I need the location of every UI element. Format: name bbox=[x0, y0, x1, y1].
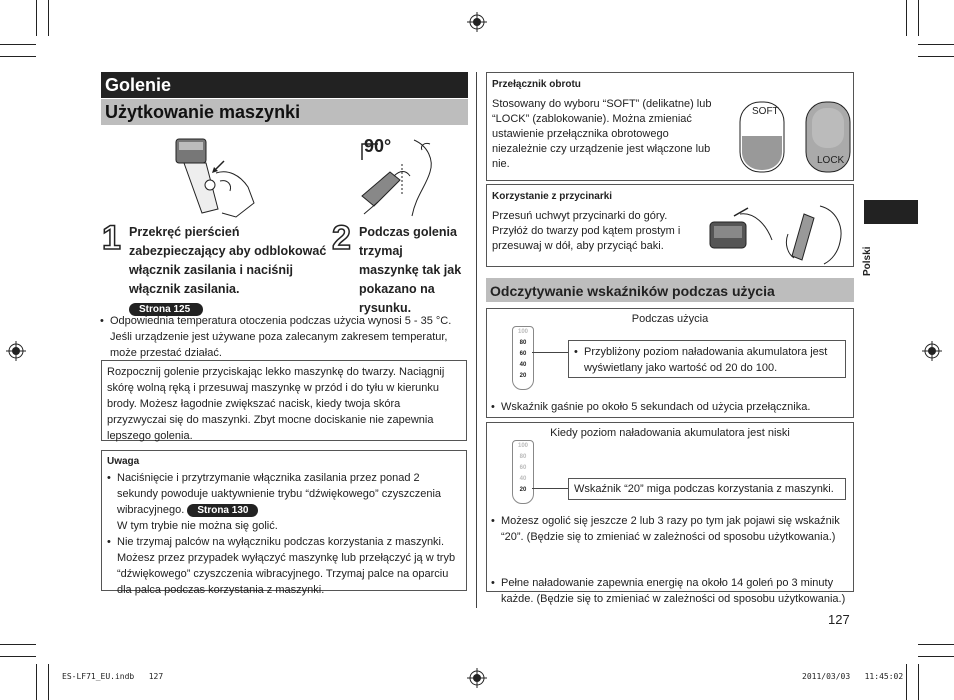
gauge-level: 80 bbox=[519, 340, 527, 346]
gauge-level: 40 bbox=[519, 476, 527, 482]
language-label: Polski bbox=[862, 246, 873, 276]
subsection-title: Użytkowanie maszynki bbox=[101, 99, 468, 125]
gauge-level: 60 bbox=[519, 465, 527, 471]
footer-file: ES-LF71_EU.indb 127 bbox=[62, 672, 164, 681]
during-use-callout-text: • Przybliżony poziom naładowania akumulatora jest wyświetlany jako wartość od 20 do 100. bbox=[574, 344, 840, 376]
registration-mark-icon bbox=[467, 668, 487, 688]
crop-mark bbox=[36, 664, 37, 700]
page-ref-label: Strona 125 bbox=[129, 303, 203, 316]
low-battery-callout-text: Wskaźnik “20” miga podczas korzystania z maszynki. bbox=[574, 483, 834, 495]
trimming-face-illustration bbox=[780, 204, 850, 266]
trimmer-title: Korzystanie z przycinarki bbox=[492, 191, 613, 202]
crop-mark bbox=[0, 644, 36, 645]
page-ref-label: Strona 130 bbox=[187, 504, 258, 517]
crop-mark bbox=[48, 0, 49, 36]
step-text: Przekręć pierścień zabezpieczający aby odblokować włącznik zasilania i naciśnij włącznik zasilania. bbox=[129, 225, 327, 296]
low-battery-box bbox=[486, 422, 854, 605]
registration-mark-icon bbox=[467, 12, 487, 32]
rotation-switch-title: Przełącznik obrotu bbox=[492, 79, 581, 90]
caution-box bbox=[101, 450, 467, 596]
crop-mark bbox=[906, 664, 907, 700]
column-divider bbox=[476, 72, 477, 608]
crop-mark bbox=[918, 644, 954, 645]
crop-mark bbox=[0, 44, 36, 45]
low-battery-note: • Pełne naładowanie zapewnia energię na około 14 goleń po 3 minuty każde. (Będzie się to zmieniać w zależności od sposobu użytkowania.) bbox=[491, 575, 861, 607]
step-text: Podczas golenia trzymaj maszynkę tak jak pokazano na rysunku. bbox=[359, 225, 462, 315]
shaver-hand-illustration bbox=[166, 133, 258, 219]
battery-gauge bbox=[512, 326, 534, 390]
trimmer-illustration bbox=[704, 204, 776, 262]
gauge-level: 100 bbox=[517, 443, 528, 449]
tips-text: Rozpocznij golenie przyciskając lekko maszynkę do twarzy. Naciągnij skórę wolną ręką i przesuwaj maszynkę w przód i do tyłu w kierunku brody. Możesz łagodnie zwiększać nacisk, kiedy twoja skóra przyzwyczai się do maszynki. Zbyt mocne dociskanie nie zapewnia lepszego golenia. bbox=[107, 366, 445, 442]
during-use-caption: Podczas użycia bbox=[631, 313, 709, 325]
during-use-callout bbox=[568, 340, 846, 378]
gauge-level: 60 bbox=[519, 351, 527, 357]
crop-mark bbox=[918, 56, 954, 57]
gauge-level: 100 bbox=[517, 329, 528, 335]
during-use-note: • Wskaźnik gaśnie po około 5 sekundach od użycia przełącznika. bbox=[491, 399, 861, 415]
gauge-level: 20 bbox=[519, 487, 527, 493]
caution-item-text: Naciśnięcie i przytrzymanie włącznika zasilania przez ponad 2 sekundy powoduje uaktywnienie trybu “dźwiękowego” czyszczenia wibracyjnego. bbox=[117, 472, 442, 516]
crop-mark bbox=[0, 56, 36, 57]
crop-mark bbox=[918, 664, 919, 700]
step-number: 1 bbox=[102, 219, 121, 257]
section-title: Golenie bbox=[101, 72, 468, 98]
caution-item: • Nie trzymaj palców na wyłączniku podczas korzystania z maszynki. Możesz przez przypadek wyłączyć maszynkę lub przełączyć ją w tryb “dźwiękowego” czyszczenia wibracyjnego. Trzymaj palce na oparciu dla palca podczas korzystania z maszynki. bbox=[107, 534, 461, 598]
gauge-level: 20 bbox=[519, 373, 527, 379]
crop-mark bbox=[0, 656, 36, 657]
trimmer-text: Przesuń uchwyt przycinarki do góry. Przyłóż do twarzy pod kątem prostym i przesuwaj w dół, aby przyciąć baki. bbox=[492, 210, 681, 252]
callout-line bbox=[532, 488, 569, 489]
registration-mark-icon bbox=[922, 341, 942, 361]
registration-mark-icon bbox=[6, 341, 26, 361]
caution-item-after: W tym trybie nie można się golić. bbox=[117, 520, 278, 532]
page-number: 127 bbox=[828, 612, 850, 627]
crop-mark bbox=[906, 0, 907, 36]
caution-title: Uwaga bbox=[107, 456, 140, 467]
low-battery-note: • Możesz ogolić się jeszcze 2 lub 3 razy po tym jak pojawi się wskaźnik “20”. (Będzie się to zmieniać w zależności od sposobu użytkowania.) bbox=[491, 513, 861, 545]
temperature-note: • Odpowiednia temperatura otoczenia podczas użycia wynosi 5 - 35 °C. Jeśli urządzenie jest używane poza zalecanym zakresem temperatur, może przestać działać. bbox=[100, 313, 476, 361]
crop-mark bbox=[918, 44, 954, 45]
battery-gauge bbox=[512, 440, 534, 504]
low-battery-caption: Kiedy poziom naładowania akumulatora jest niski bbox=[550, 427, 790, 439]
crop-mark bbox=[918, 656, 954, 657]
lock-label: LOCK bbox=[817, 155, 845, 166]
indicator-section-title: Odczytywanie wskaźników podczas użycia bbox=[486, 278, 854, 302]
rotation-switch-box bbox=[486, 72, 854, 181]
soft-label: SOFT bbox=[752, 106, 779, 117]
language-tab bbox=[864, 200, 918, 224]
shaving-face-illustration bbox=[354, 136, 446, 218]
caution-item bbox=[107, 470, 461, 534]
angle-label: 90° bbox=[364, 136, 392, 156]
callout-line bbox=[532, 352, 569, 353]
footer-datetime: 2011/03/03 11:45:02 bbox=[802, 672, 904, 681]
step-number: 2 bbox=[332, 219, 351, 257]
tips-box bbox=[101, 360, 467, 441]
crop-mark bbox=[918, 0, 919, 36]
gauge-level: 40 bbox=[519, 362, 527, 368]
low-battery-callout bbox=[568, 478, 846, 500]
rotation-switch-text: Stosowany do wyboru “SOFT” (delikatne) lub “LOCK” (zablokowanie). Można zmieniać ustawienie przełącznika obrotowego niezależnie czy urządzenie jest włączone lub nie. bbox=[492, 98, 712, 170]
crop-mark bbox=[48, 664, 49, 700]
crop-mark bbox=[36, 0, 37, 36]
gauge-level: 80 bbox=[519, 454, 527, 460]
